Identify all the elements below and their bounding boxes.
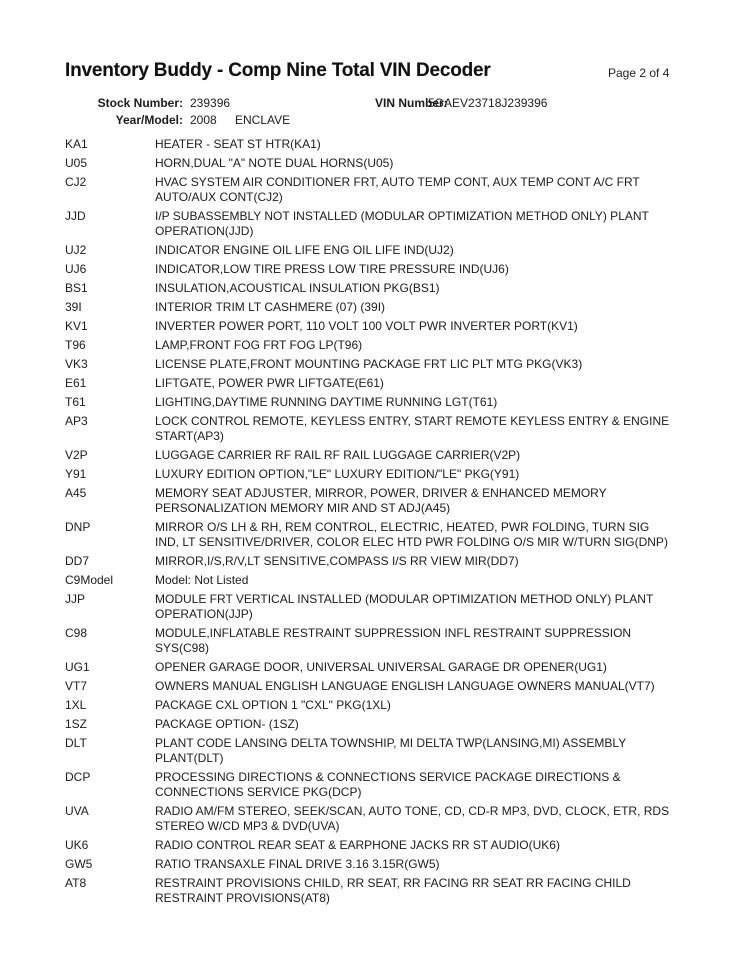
option-row [65, 770, 715, 800]
option-description [155, 300, 715, 315]
option-code: DNP [65, 520, 91, 534]
option-code: T96 [65, 338, 86, 352]
option-row [65, 395, 715, 410]
option-description [155, 876, 715, 906]
description-line: RESTRAINT PROVISIONS CHILD, RR SEAT, RR FACING RR SEAT RR FACING CHILD [155, 876, 631, 890]
option-row [65, 486, 715, 516]
description-line: MIRROR O/S LH & RH, REM CONTROL, ELECTRIC, HEATED, PWR FOLDING, TURN SIG [155, 520, 650, 534]
description-line: LUXURY EDITION OPTION,"LE" LUXURY EDITION/"LE" PKG(Y91) [155, 467, 520, 481]
option-code: AP3 [65, 414, 88, 428]
option-description [155, 486, 715, 516]
description-line: PROCESSING DIRECTIONS & CONNECTIONS SERVICE PACKAGE DIRECTIONS & [155, 770, 621, 784]
model-value: ENCLAVE [235, 113, 291, 127]
option-description [155, 717, 715, 732]
description-line: HEATER - SEAT ST HTR(KA1) [155, 137, 321, 151]
option-row [65, 137, 715, 152]
option-description [155, 376, 715, 391]
page-number-indicator: Page 2 of 4 [608, 66, 670, 80]
option-code: AT8 [65, 876, 87, 890]
option-code: DCP [65, 770, 91, 784]
year-value: 2008 [190, 113, 217, 127]
description-line: OWNERS MANUAL ENGLISH LANGUAGE ENGLISH LANGUAGE OWNERS MANUAL(VT7) [155, 679, 655, 693]
option-row [65, 698, 715, 713]
option-description [155, 520, 715, 550]
description-line: I/P SUBASSEMBLY NOT INSTALLED (MODULAR OPTIMIZATION METHOD ONLY) PLANT [155, 209, 649, 223]
description-line: INSULATION,ACOUSTICAL INSULATION PKG(BS1) [155, 281, 440, 295]
option-row [65, 876, 715, 906]
description-line: HORN,DUAL "A" NOTE DUAL HORNS(U05) [155, 156, 394, 170]
option-description [155, 804, 715, 834]
option-row [65, 679, 715, 694]
description-line: START(AP3) [155, 429, 224, 443]
option-description [155, 592, 715, 622]
option-code: KV1 [65, 319, 88, 333]
option-description [155, 554, 715, 569]
option-code: DLT [65, 736, 87, 750]
option-code: DD7 [65, 554, 90, 568]
description-line: Model: Not Listed [155, 573, 249, 587]
description-line: MEMORY SEAT ADJUSTER, MIRROR, POWER, DRIVER & ENHANCED MEMORY [155, 486, 607, 500]
option-row [65, 281, 715, 296]
option-row [65, 804, 715, 834]
stock-number-label: Stock Number: [97, 96, 183, 110]
option-row [65, 838, 715, 853]
description-line: INDICATOR,LOW TIRE PRESS LOW TIRE PRESSURE IND(UJ6) [155, 262, 509, 276]
option-row [65, 300, 715, 315]
description-line: LIGHTING,DAYTIME RUNNING DAYTIME RUNNING LGT(T61) [155, 395, 498, 409]
description-line: PLANT(DLT) [155, 751, 224, 765]
option-row [65, 175, 715, 205]
option-code: VK3 [65, 357, 88, 371]
option-row [65, 262, 715, 277]
vin-number-value: 5GAEV23718J239396 [428, 96, 548, 110]
option-description [155, 660, 715, 675]
option-row [65, 660, 715, 675]
option-code: T61 [65, 395, 86, 409]
description-line: AUTO/AUX CONT(CJ2) [155, 190, 283, 204]
option-row [65, 319, 715, 334]
page-title: Inventory Buddy - Comp Nine Total VIN Decoder [65, 60, 491, 81]
option-code: UVA [65, 804, 89, 818]
option-code: A45 [65, 486, 87, 500]
option-description [155, 209, 715, 239]
description-line: RADIO AM/FM STEREO, SEEK/SCAN, AUTO TONE, CD, CD-R MP3, DVD, CLOCK, ETR, RDS [155, 804, 670, 818]
description-line: MODULE FRT VERTICAL INSTALLED (MODULAR OPTIMIZATION METHOD ONLY) PLANT [155, 592, 654, 606]
option-code: UJ6 [65, 262, 87, 276]
option-code: E61 [65, 376, 87, 390]
option-description [155, 626, 715, 656]
option-description [155, 137, 715, 152]
description-line: LUGGAGE CARRIER RF RAIL RF RAIL LUGGAGE CARRIER(V2P) [155, 448, 521, 462]
option-description [155, 698, 715, 713]
description-line: PACKAGE OPTION- (1SZ) [155, 717, 299, 731]
description-line: SYS(C98) [155, 641, 210, 655]
option-code: 39I [65, 300, 82, 314]
option-row [65, 554, 715, 569]
description-line: INVERTER POWER PORT, 110 VOLT 100 VOLT PWR INVERTER PORT(KV1) [155, 319, 578, 333]
description-line: OPERATION(JJD) [155, 224, 254, 238]
option-row [65, 857, 715, 872]
option-row [65, 467, 715, 482]
option-code: 1SZ [65, 717, 88, 731]
option-code: UG1 [65, 660, 90, 674]
option-row [65, 717, 715, 732]
option-code: JJD [65, 209, 86, 223]
option-description [155, 573, 715, 588]
option-row [65, 243, 715, 258]
option-description [155, 319, 715, 334]
option-code: Y91 [65, 467, 87, 481]
option-code: KA1 [65, 137, 88, 151]
option-row [65, 592, 715, 622]
description-line: INDICATOR ENGINE OIL LIFE ENG OIL LIFE IND(UJ2) [155, 243, 454, 257]
description-line: RADIO CONTROL REAR SEAT & EARPHONE JACKS RR ST AUDIO(UK6) [155, 838, 560, 852]
option-row [65, 376, 715, 391]
year-model-label: Year/Model: [115, 113, 183, 127]
option-code: GW5 [65, 857, 93, 871]
option-description [155, 156, 715, 171]
option-code: UK6 [65, 838, 89, 852]
option-description [155, 338, 715, 353]
description-line: OPERATION(JJP) [155, 607, 253, 621]
description-line: HVAC SYSTEM AIR CONDITIONER FRT, AUTO TEMP CONT, AUX TEMP CONT A/C FRT [155, 175, 640, 189]
option-description [155, 857, 715, 872]
option-row [65, 209, 715, 239]
description-line: INTERIOR TRIM LT CASHMERE (07) (39I) [155, 300, 386, 314]
option-code: CJ2 [65, 175, 87, 189]
option-description [155, 448, 715, 463]
description-line: IND, LT SENSITIVE/DRIVER, COLOR ELEC HTD PWR FOLDING O/S MIR W/TURN SIG(DNP) [155, 535, 668, 549]
option-row [65, 357, 715, 372]
option-row [65, 414, 715, 444]
vin-number-label: VIN Number: [375, 96, 448, 110]
option-description [155, 414, 715, 444]
description-line: LAMP,FRONT FOG FRT FOG LP(T96) [155, 338, 363, 352]
option-description [155, 770, 715, 800]
description-line: PLANT CODE LANSING DELTA TOWNSHIP, MI DELTA TWP(LANSING,MI) ASSEMBLY [155, 736, 627, 750]
option-description [155, 243, 715, 258]
option-row [65, 448, 715, 463]
option-code: U05 [65, 156, 88, 170]
option-row [65, 736, 715, 766]
description-line: LOCK CONTROL REMOTE, KEYLESS ENTRY, START REMOTE KEYLESS ENTRY & ENGINE [155, 414, 670, 428]
description-line: STEREO W/CD MP3 & DVD(UVA) [155, 819, 340, 833]
option-code: 1XL [65, 698, 87, 712]
option-description [155, 281, 715, 296]
description-line: RESTRAINT PROVISIONS(AT8) [155, 891, 330, 905]
option-description [155, 357, 715, 372]
option-code: UJ2 [65, 243, 87, 257]
stock-number-value: 239396 [190, 96, 231, 110]
option-code: BS1 [65, 281, 88, 295]
option-row [65, 338, 715, 353]
option-description [155, 262, 715, 277]
description-line: CONNECTIONS SERVICE PKG(DCP) [155, 785, 362, 799]
option-row [65, 573, 715, 588]
option-description [155, 679, 715, 694]
description-line: PACKAGE CXL OPTION 1 "CXL" PKG(1XL) [155, 698, 391, 712]
option-description [155, 395, 715, 410]
option-description [155, 736, 715, 766]
option-row [65, 156, 715, 171]
description-line: LICENSE PLATE,FRONT MOUNTING PACKAGE FRT LIC PLT MTG PKG(VK3) [155, 357, 583, 371]
options-list [65, 137, 715, 910]
description-line: RATIO TRANSAXLE FINAL DRIVE 3.16 3.15R(GW5) [155, 857, 440, 871]
description-line: MODULE,INFLATABLE RESTRAINT SUPPRESSION INFL RESTRAINT SUPPRESSION [155, 626, 632, 640]
option-code: C98 [65, 626, 88, 640]
option-description [155, 838, 715, 853]
description-line: OPENER GARAGE DOOR, UNIVERSAL UNIVERSAL GARAGE DR OPENER(UG1) [155, 660, 607, 674]
option-row [65, 626, 715, 656]
option-description [155, 467, 715, 482]
option-code: JJP [65, 592, 86, 606]
option-code: C9Model [65, 573, 114, 587]
description-line: LIFTGATE, POWER PWR LIFTGATE(E61) [155, 376, 384, 390]
option-code: VT7 [65, 679, 88, 693]
description-line: MIRROR,I/S,R/V,LT SENSITIVE,COMPASS I/S RR VIEW MIR(DD7) [155, 554, 519, 568]
option-row [65, 520, 715, 550]
option-code: V2P [65, 448, 88, 462]
option-description [155, 175, 715, 205]
description-line: PERSONALIZATION MEMORY MIR AND ST ADJ(A45) [155, 501, 451, 515]
